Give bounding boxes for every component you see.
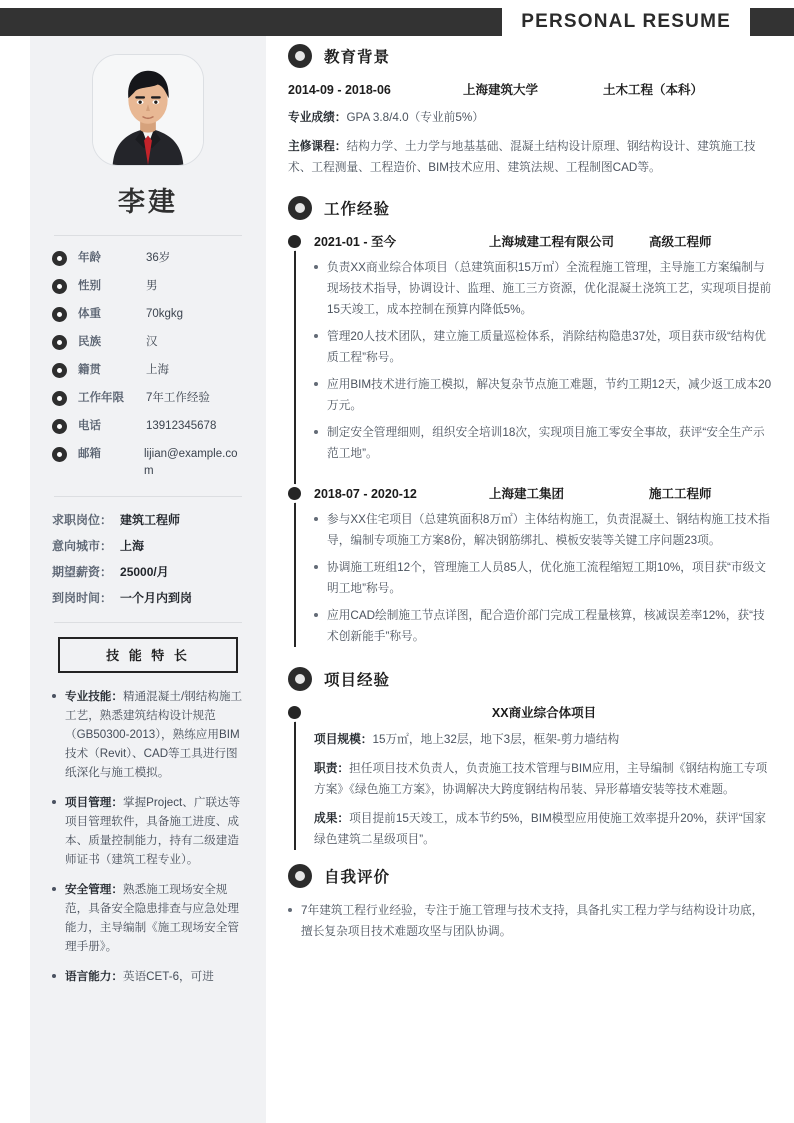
work-company: 上海建工集团 — [489, 487, 565, 501]
bullet-item — [314, 605, 774, 647]
avatar — [92, 54, 204, 166]
timeline-line — [294, 711, 296, 850]
project-timeline — [288, 703, 774, 850]
intent-label: 到岗时间： — [52, 591, 113, 605]
sidebar-divider-1 — [54, 235, 242, 236]
section-self-evaluation — [288, 864, 774, 942]
info-row-hometown — [52, 362, 244, 379]
intent-value: 建筑工程师 — [120, 513, 181, 527]
section-title: 项目经验 — [324, 672, 391, 689]
skill-body: 熟悉施工现场安全规范，具备安全隐患排查与应急处理能力，主导编制《施工现场安全管理手册》。 — [65, 883, 239, 953]
skill-item — [52, 967, 244, 986]
bullet-item — [314, 422, 774, 464]
bullet-text: 7年建筑工程行业经验，专注于施工管理与技术支持，具备扎实工程力学与结构设计功底，擅长复杂项目技术难题攻坚与团队协调。 — [301, 904, 764, 938]
bullet-dot-icon — [288, 908, 292, 912]
section-header-self — [288, 864, 774, 888]
work-bullets — [314, 257, 774, 464]
education-courses-value: 结构力学、土力学与地基基础、混凝土结构设计原理、钢结构设计、建筑施工技术、工程测量、工程造价、BIM技术应用、建筑法规、工程制图CAD等。 — [288, 140, 756, 174]
education-gpa-label: 专业成绩： — [288, 111, 347, 124]
ring-bullet-icon — [52, 279, 67, 294]
timeline-dot-icon — [288, 706, 301, 719]
ring-bullet-icon — [52, 363, 67, 378]
bullet-text: 管理20人技术团队，建立施工质量巡检体系，消除结构隐患37处，项目获市级“结构优质工程”称号。 — [327, 330, 766, 364]
education-courses-label: 主修课程： — [288, 140, 347, 153]
skill-body: 掌握Project、广联达等项目管理软件，具备施工进度、成本、质量控制能力，持有二级建造师证书（建筑工程专业）。 — [65, 796, 241, 866]
timeline-dot-icon — [288, 487, 301, 500]
education-major: 土木工程（本科） — [603, 83, 704, 97]
intent-label: 期望薪资： — [52, 565, 113, 579]
ring-bullet-icon — [52, 391, 67, 406]
section-project — [288, 667, 774, 850]
project-scale — [314, 729, 774, 750]
education-school: 上海建筑大学 — [463, 83, 539, 97]
intent-row-availability — [52, 589, 244, 606]
info-row-weight — [52, 306, 244, 323]
info-row-age — [52, 250, 244, 267]
self-bullets — [288, 900, 774, 942]
skills-title-box — [58, 637, 238, 673]
bullet-item — [314, 374, 774, 416]
section-ring-icon — [288, 667, 312, 691]
work-header-row — [314, 484, 774, 502]
bullet-text: 制定安全管理细则，组织安全培训18次，实现项目施工零安全事故，获评“安全生产示范工地”。 — [327, 426, 765, 460]
bullet-dot-icon — [314, 565, 318, 569]
ring-bullet-icon — [52, 335, 67, 350]
education-courses — [288, 136, 774, 178]
skill-text — [65, 880, 244, 956]
section-title: 工作经验 — [324, 201, 391, 218]
bullet-item — [314, 557, 774, 599]
section-title: 教育背景 — [324, 49, 391, 66]
bullet-dot-icon — [314, 517, 318, 521]
header-bar-right — [750, 8, 794, 36]
skill-text — [65, 793, 244, 869]
phone-ring-icon — [52, 419, 67, 434]
bullet-dot-icon — [314, 613, 318, 617]
education-gpa — [288, 107, 774, 128]
sidebar — [30, 36, 266, 1123]
skill-item — [52, 880, 244, 956]
header-gap — [502, 8, 512, 36]
skills-title: 技 能 特 长 — [106, 648, 190, 663]
project-name: XX商业综合体项目 — [491, 706, 597, 720]
project-result-text: 项目提前15天竣工，成本节约5%，BIM模型应用使施工效率提升20%，获评“国家绿色建筑二星级项目”。 — [314, 812, 766, 846]
bullet-text: 应用BIM技术进行施工模拟，解决复杂节点施工难题，节约工期12天，减少返工成本20万元。 — [327, 378, 772, 412]
intent-value: 一个月内到岗 — [120, 591, 193, 605]
info-value: 汉 — [146, 336, 158, 348]
project-scale-label: 项目规模： — [314, 733, 373, 746]
project-duty — [314, 758, 774, 800]
project-scale-text: 15万㎡，地上32层，地下3层，框架-剪力墙结构 — [372, 733, 620, 746]
work-date: 2021-01 - 至今 — [314, 235, 396, 249]
info-row-gender — [52, 278, 244, 295]
personal-info-list — [52, 250, 244, 480]
bullet-text: 应用CAD绘制施工节点详图，配合造价部门完成工程量核算，核减误差率12%，获“技术创新能手”称号。 — [327, 609, 765, 643]
bullet-item — [288, 900, 774, 942]
section-ring-icon — [288, 196, 312, 220]
bullet-text: 参与XX住宅项目（总建筑面积8万㎡）主体结构施工，负责混凝土、钢结构施工技术指导，编制专项施工方案8份，解决钢筋绑扎、模板安装等关键工序问题23项。 — [327, 513, 770, 547]
page-title: PERSONAL RESUME — [512, 8, 740, 36]
bullet-dot-icon — [52, 694, 56, 698]
education-row — [288, 80, 774, 98]
info-value: 36岁 — [146, 252, 171, 264]
sidebar-divider-2 — [54, 496, 242, 497]
skill-body: 精通混凝土/钢结构施工工艺，熟悉建筑结构设计规范（GB50300-2013），熟练应用BIM技术（Revit）、CAD等工具进行图纸深化与施工模拟。 — [65, 690, 243, 779]
job-intent-list — [52, 511, 244, 606]
skill-label: 安全管理： — [65, 883, 123, 896]
info-row-experience — [52, 390, 244, 407]
info-value: 7年工作经验 — [146, 392, 210, 404]
work-role: 施工工程师 — [649, 487, 712, 501]
work-header-row — [314, 232, 774, 250]
intent-value: 上海 — [120, 539, 145, 553]
info-label: 电话 — [78, 420, 101, 432]
info-label: 工作年限 — [78, 392, 124, 404]
timeline-line — [294, 240, 296, 647]
work-timeline — [288, 232, 774, 647]
info-row-ethnicity — [52, 334, 244, 351]
info-row-email — [52, 446, 244, 480]
info-value: 70kgkg — [146, 308, 184, 320]
section-header-project — [288, 667, 774, 691]
intent-row-city — [52, 537, 244, 554]
info-label: 籍贯 — [78, 364, 101, 376]
sidebar-divider-3 — [54, 622, 242, 623]
info-label: 体重 — [78, 308, 101, 320]
project-result-label: 成果： — [314, 812, 350, 825]
work-bullets — [314, 509, 774, 647]
bullet-item — [314, 326, 774, 368]
section-work — [288, 196, 774, 647]
education-gpa-value: GPA 3.8/4.0（专业前5%） — [346, 111, 484, 124]
intent-label: 求职岗位： — [52, 513, 113, 527]
section-header-education — [288, 44, 774, 68]
info-row-phone — [52, 418, 244, 435]
info-value: lijian@example.com — [143, 448, 238, 477]
bullet-dot-icon — [52, 800, 56, 804]
section-title: 自我评价 — [324, 869, 391, 886]
ring-bullet-icon — [52, 251, 67, 266]
info-value: 上海 — [146, 364, 169, 376]
skill-text — [65, 967, 244, 986]
work-company: 上海城建工程有限公司 — [489, 235, 615, 249]
project-duty-text: 担任项目技术负责人，负责施工技术管理与BIM应用，主导编制《钢结构施工专项方案》《绿色施工方案》，协调解决大跨度钢结构吊装、异形幕墙安装等技术难题。 — [314, 762, 768, 796]
section-education — [288, 44, 774, 178]
work-date: 2018-07 - 2020-12 — [314, 487, 417, 501]
project-result — [314, 808, 774, 850]
bullet-item — [314, 257, 774, 320]
skill-body: 英语CET-6，可进 — [122, 970, 214, 983]
avatar-portrait-icon — [93, 55, 203, 165]
skill-item — [52, 793, 244, 869]
section-ring-icon — [288, 864, 312, 888]
bullet-dot-icon — [314, 382, 318, 386]
bullet-item — [314, 509, 774, 551]
candidate-name: 李建 — [118, 187, 178, 217]
ring-bullet-icon — [52, 307, 67, 322]
intent-value: 25000/月 — [120, 565, 169, 579]
bullet-text: 负责XX商业综合体项目（总建筑面积15万㎡）全流程施工管理，主导施工方案编制与现场技术指导，协调设计、监理、施工三方资源，优化混凝土浇筑工艺，实现项目提前15天竣工，成本控制在预算内降低5%。 — [327, 261, 772, 316]
email-ring-icon — [52, 447, 67, 462]
section-ring-icon — [288, 44, 312, 68]
main-column — [288, 44, 774, 948]
skill-label: 语言能力： — [65, 970, 123, 983]
section-header-work — [288, 196, 774, 220]
info-label: 邮箱 — [78, 448, 101, 460]
header-bar-left — [0, 8, 502, 36]
bullet-dot-icon — [314, 430, 318, 434]
info-label: 民族 — [78, 336, 101, 348]
page-header — [0, 8, 794, 36]
bullet-dot-icon — [314, 265, 318, 269]
info-label: 性别 — [78, 280, 101, 292]
info-label: 年龄 — [78, 252, 101, 264]
skill-label: 专业技能： — [65, 690, 123, 703]
project-entry — [314, 703, 774, 850]
info-value: 13912345678 — [146, 420, 217, 432]
intent-row-position — [52, 511, 244, 528]
project-duty-label: 职责： — [314, 762, 350, 775]
work-entry — [314, 232, 774, 464]
bullet-dot-icon — [314, 334, 318, 338]
intent-row-salary — [52, 563, 244, 580]
intent-label: 意向城市： — [52, 539, 113, 553]
work-entry — [314, 484, 774, 647]
skill-label: 项目管理： — [65, 796, 123, 809]
timeline-dot-icon — [288, 235, 301, 248]
education-date: 2014-09 - 2018-06 — [288, 83, 391, 97]
bullet-dot-icon — [52, 974, 56, 978]
skills-list — [52, 687, 244, 986]
header-gap-right — [740, 8, 750, 36]
skill-item — [52, 687, 244, 782]
work-role: 高级工程师 — [649, 235, 712, 249]
bullet-text: 协调施工班组12个，管理施工人员85人，优化施工流程缩短工期10%，项目获“市级文明工地”称号。 — [327, 561, 766, 595]
info-value: 男 — [146, 280, 158, 292]
bullet-dot-icon — [52, 887, 56, 891]
skill-text — [65, 687, 244, 782]
